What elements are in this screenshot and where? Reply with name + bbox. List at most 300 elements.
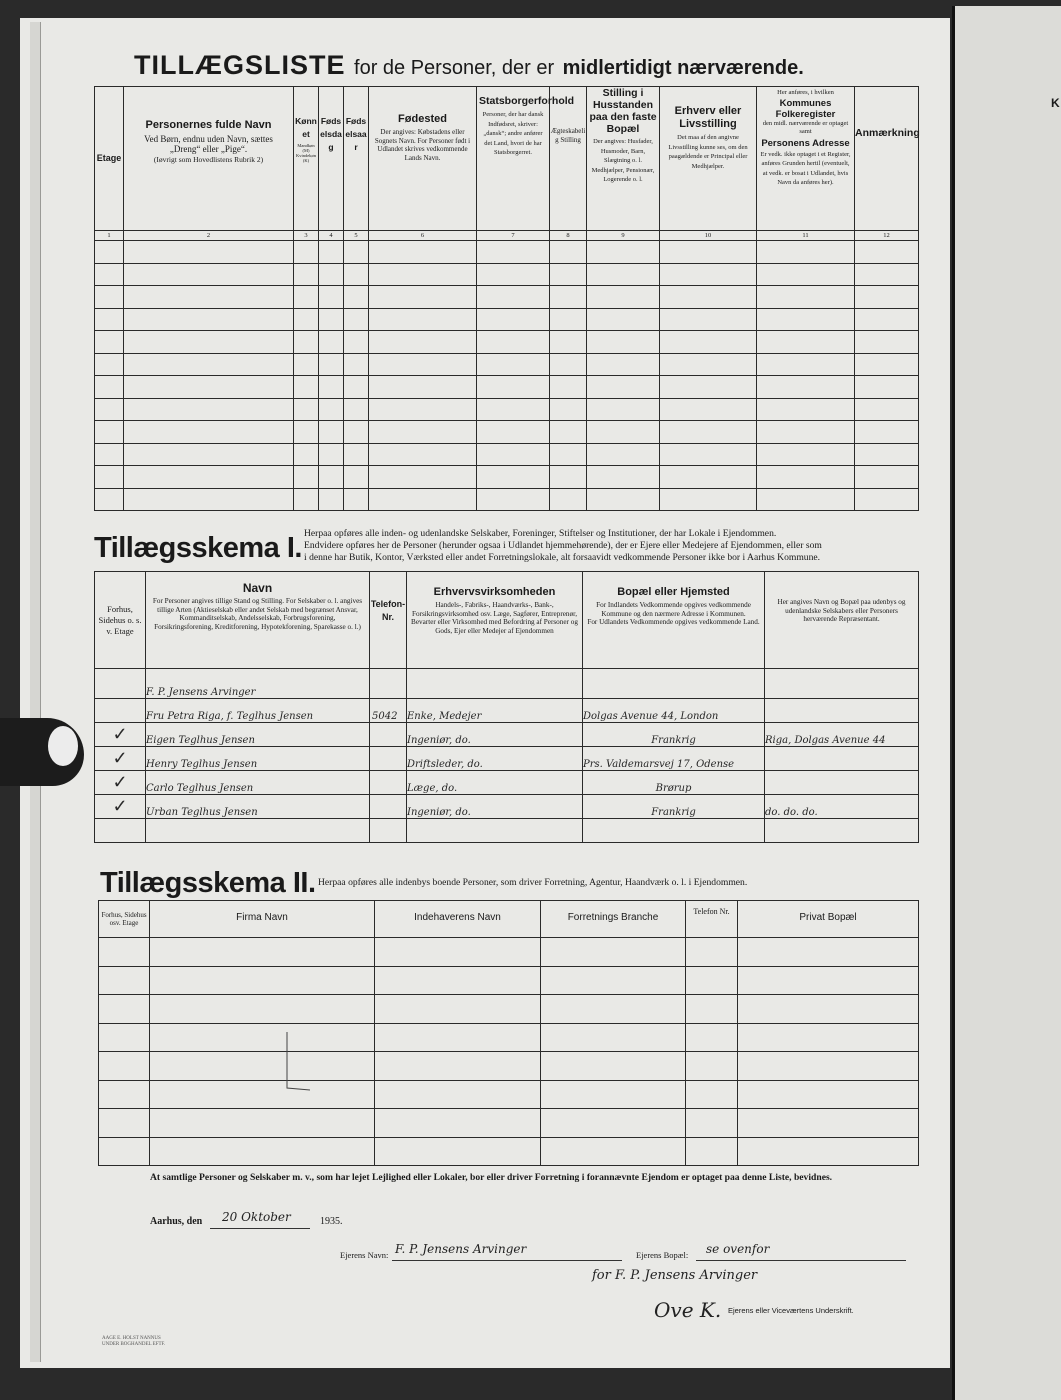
main-list-cell	[369, 421, 477, 444]
skema2-col-firma: Firma Navn	[236, 912, 288, 923]
skema2-row	[99, 1137, 919, 1166]
skema1-cell-erhverv	[407, 819, 583, 843]
skema1-col-erhverv: Erhvervsvirksomheden	[433, 586, 556, 598]
main-list-cell	[344, 398, 369, 421]
skema2-col-telefon: Telefon Nr.	[693, 907, 730, 916]
col-konnet: Kønnet	[295, 116, 317, 139]
col-stilling-title: Stilling i Husstanden paa den faste Bopæl	[589, 87, 657, 135]
main-list-cell	[477, 353, 550, 376]
skema2-cell	[99, 1109, 150, 1138]
skema1-cell-navn: F. P. Jensens Arvinger	[146, 669, 370, 699]
skema1-row	[95, 723, 919, 747]
main-list-cell	[587, 398, 660, 421]
skema1-cell-bopael	[583, 819, 765, 843]
col-number: 3	[294, 231, 319, 241]
skema2-cell	[738, 1109, 919, 1138]
main-list-cell	[369, 488, 477, 511]
skema2-row	[99, 966, 919, 995]
main-list-cell	[124, 488, 294, 511]
main-list-cell	[294, 286, 319, 309]
main-list-cell	[95, 466, 124, 489]
main-list-row	[95, 263, 919, 286]
skema1-note-line1: Herpaa opføres alle inden- og udenlandske Selskaber, Foreninger, Stiftelser og Institutioner, der har Lokale i Ejendommen.	[304, 528, 777, 539]
col-kommune-title2: Personens Adresse	[761, 137, 850, 149]
main-list-cell	[124, 308, 294, 331]
skema1-cell-tlf: 5042	[370, 699, 407, 723]
main-list-cell	[660, 421, 757, 444]
skema2-cell	[150, 1023, 375, 1052]
main-list-cell	[660, 286, 757, 309]
col-kommune-note: Er vedk. ikke optaget i et Register, anføres Grunden hertil (eventuelt, at vedk. er bosat i Udlandet, hvis Navn da anføres her).	[760, 150, 851, 186]
skema1-cell-navn: Fru Petra Riga, f. Teglhus Jensen	[146, 699, 370, 723]
skema2-cell	[738, 995, 919, 1024]
main-list-cell	[369, 398, 477, 421]
skema1-row	[95, 819, 919, 843]
footer-date: 20 Oktober	[222, 1210, 291, 1224]
main-list-cell	[319, 308, 344, 331]
main-list-cell	[319, 353, 344, 376]
owner-address-label: Ejerens Bopæl:	[636, 1250, 689, 1260]
main-list-cell	[757, 421, 855, 444]
main-list-cell	[477, 398, 550, 421]
col-navn-note2: (Iøvrigt som Hovedlistens Rubrik 2)	[153, 155, 264, 164]
main-list-cell	[550, 286, 587, 309]
main-list-cell	[550, 398, 587, 421]
main-list-cell	[477, 286, 550, 309]
skema2-cell	[738, 1137, 919, 1166]
main-list-cell	[757, 466, 855, 489]
skema2-cell	[375, 938, 541, 967]
skema1-cell-repr	[765, 771, 919, 795]
skema1-cell-repr	[765, 819, 919, 843]
main-list-cell	[660, 263, 757, 286]
skema2-header-row	[99, 901, 919, 938]
signature-line2: Ove K.	[654, 1298, 722, 1322]
main-list-cell	[855, 286, 919, 309]
skema2-cell	[686, 1080, 738, 1109]
main-list-table	[94, 86, 919, 511]
col-navn-note: Ved Børn, endnu uden Navn, sættes „Dreng“ eller „Pige“.	[144, 134, 273, 154]
main-list-cell	[294, 308, 319, 331]
main-list-cell	[319, 241, 344, 264]
skema1-cell-tlf	[370, 669, 407, 699]
main-list-cell	[95, 263, 124, 286]
skema2-cell	[686, 1137, 738, 1166]
skema2-cell	[541, 966, 686, 995]
main-list-row	[95, 376, 919, 399]
skema1-cell-navn: Urban Teglhus Jensen	[146, 795, 370, 819]
main-list-cell	[660, 308, 757, 331]
skema2-cell	[686, 1023, 738, 1052]
main-list-number-row	[95, 231, 919, 241]
main-list-cell	[124, 443, 294, 466]
skema1-cell-check: ✓	[95, 795, 146, 819]
skema2-cell	[738, 1023, 919, 1052]
main-list-cell	[757, 398, 855, 421]
skema2-cell	[686, 966, 738, 995]
skema1-note-line2: Endvidere opføres her de Personer (herunder ogsaa i Udlandet hjemmehørende), der er Ejere eller Medejere af Ejendommen, eller som	[304, 540, 822, 551]
main-list-cell	[587, 443, 660, 466]
main-list-cell	[757, 308, 855, 331]
signature-label: Ejerens eller Viceværtens Underskrift.	[728, 1306, 854, 1315]
skema2-row	[99, 1023, 919, 1052]
main-list-cell	[95, 421, 124, 444]
main-list-cell	[124, 353, 294, 376]
col-number: 4	[319, 231, 344, 241]
skema2-cell	[150, 938, 375, 967]
col-number: 8	[550, 231, 587, 241]
skema1-body	[95, 669, 919, 843]
main-list-cell	[660, 466, 757, 489]
skema1-row	[95, 699, 919, 723]
main-list-cell	[550, 331, 587, 354]
skema1-col-bopael-note1: For Indlandets Vedkommende opgives vedkommende Kommune og den nærmere Adresse i Kommunen.	[596, 601, 751, 618]
skema2-cell	[541, 1080, 686, 1109]
main-list-cell	[344, 286, 369, 309]
main-list-cell	[477, 376, 550, 399]
skema1-row	[95, 771, 919, 795]
skema2-cell	[541, 1109, 686, 1138]
col-number: 10	[660, 231, 757, 241]
skema2-cell	[738, 938, 919, 967]
skema1-cell-tlf	[370, 771, 407, 795]
skema1-col-bopael-note2: For Udlandets Vedkommende opgives vedkommende Land.	[587, 618, 760, 626]
skema1-col-bopael: Bopæl eller Hjemsted	[617, 586, 730, 598]
col-stilling-note: Der angives: Husfader, Husmoder, Barn, Slægtning o. l. Medhjælper, Pensionær, Logerende o. l.	[591, 138, 655, 183]
main-list-cell	[855, 263, 919, 286]
main-list-cell	[757, 331, 855, 354]
skema1-cell-bopael: Dolgas Avenue 44, London	[583, 699, 765, 723]
skema2-row	[99, 1080, 919, 1109]
skema1-cell-check	[95, 669, 146, 699]
holding-thumb	[0, 718, 84, 786]
skema2-cell	[541, 938, 686, 967]
main-list-cell	[369, 353, 477, 376]
main-list-cell	[587, 488, 660, 511]
skema2-cell	[150, 1137, 375, 1166]
main-list-row	[95, 398, 919, 421]
main-list-cell	[855, 488, 919, 511]
skema1-cell-check: ✓	[95, 771, 146, 795]
skema1-cell-erhverv: Ingeniør, do.	[407, 795, 583, 819]
main-list-cell	[660, 353, 757, 376]
skema1-header-row	[95, 572, 919, 669]
skema1-table	[94, 571, 919, 843]
skema2-cell	[99, 1137, 150, 1166]
main-list-row	[95, 421, 919, 444]
skema1-row	[95, 795, 919, 819]
skema2-cell	[99, 1080, 150, 1109]
main-list-cell	[124, 398, 294, 421]
col-number: 12	[855, 231, 919, 241]
main-list-cell	[477, 331, 550, 354]
main-list-cell	[550, 421, 587, 444]
main-list-row	[95, 308, 919, 331]
main-title-mid: for de Personer, der er	[354, 57, 555, 79]
main-list-cell	[587, 331, 660, 354]
skema2-cell	[150, 1052, 375, 1081]
col-aegte: Ægteskabelig Stilling	[550, 127, 586, 144]
main-list-cell	[95, 331, 124, 354]
skema2-row	[99, 1109, 919, 1138]
col-number: 9	[587, 231, 660, 241]
skema1-cell-repr	[765, 699, 919, 723]
signature-line1: for F. P. Jensens Arvinger	[592, 1268, 758, 1283]
skema1-cell-erhverv: Driftsleder, do.	[407, 747, 583, 771]
skema2-cell	[541, 1052, 686, 1081]
col-number: 5	[344, 231, 369, 241]
main-list-cell	[550, 353, 587, 376]
skema1-cell-erhverv: Læge, do.	[407, 771, 583, 795]
col-kommune-mid: den midl. nærværende er optaget samt	[762, 119, 849, 135]
main-list-cell	[757, 488, 855, 511]
main-list-cell	[124, 263, 294, 286]
main-list-cell	[344, 241, 369, 264]
main-list-cell	[757, 241, 855, 264]
skema2-cell	[686, 995, 738, 1024]
skema1-cell-tlf	[370, 747, 407, 771]
main-list-row	[95, 241, 919, 264]
skema2-col-indehaver: Indehaverens Navn	[414, 912, 501, 923]
main-list-cell	[660, 398, 757, 421]
main-list-cell	[587, 376, 660, 399]
main-list-cell	[294, 241, 319, 264]
main-list-header-row	[95, 87, 919, 231]
skema1-cell-repr: do. do. do.	[765, 795, 919, 819]
main-list-cell	[124, 241, 294, 264]
skema1-col-navn: Navn	[242, 581, 273, 595]
main-list-cell	[587, 308, 660, 331]
skema1-note	[304, 528, 822, 564]
main-list-cell	[550, 263, 587, 286]
main-list-cell	[95, 443, 124, 466]
col-number: 1	[95, 231, 124, 241]
main-list-cell	[294, 466, 319, 489]
main-list-cell	[319, 376, 344, 399]
main-list-cell	[369, 466, 477, 489]
skema2-cell	[99, 938, 150, 967]
skema1-cell-check: ✓	[95, 747, 146, 771]
main-list-cell	[587, 241, 660, 264]
skema2-cell	[150, 1080, 375, 1109]
skema1-cell-repr: Riga, Dolgas Avenue 44	[765, 723, 919, 747]
main-list-cell	[95, 488, 124, 511]
main-list-cell	[587, 466, 660, 489]
main-list-row	[95, 443, 919, 466]
skema2-cell	[99, 1023, 150, 1052]
adjacent-page	[952, 6, 1061, 1400]
skema1-title: Tillægsskema I.	[94, 532, 302, 564]
main-list-cell	[855, 466, 919, 489]
main-list-row	[95, 286, 919, 309]
main-list-cell	[477, 241, 550, 264]
main-list-cell	[477, 308, 550, 331]
skema1-cell-bopael: Brørup	[583, 771, 765, 795]
main-title-left: TILLÆGSLISTE	[134, 50, 346, 80]
main-list-cell	[294, 353, 319, 376]
skema2-col-branche: Forretnings Branche	[567, 912, 659, 923]
col-navn-title: Personernes fulde Navn	[145, 119, 272, 131]
skema1-note-line3: i denne har Butik, Kontor, Værksted eller andet Forretningslokale, alt forsaavidt vedkommende Personer ikke bor i Aarhus Kommune.	[304, 552, 821, 563]
main-list-cell	[757, 443, 855, 466]
skema2-cell	[99, 1052, 150, 1081]
skema2-cell	[375, 1023, 541, 1052]
main-list-cell	[95, 376, 124, 399]
adjacent-page-letter: K	[1051, 96, 1060, 110]
skema1-cell-tlf	[370, 795, 407, 819]
owner-name-label: Ejerens Navn:	[340, 1250, 389, 1260]
main-list-cell	[344, 421, 369, 444]
skema1-cell-navn: Henry Teglhus Jensen	[146, 747, 370, 771]
main-list-cell	[319, 421, 344, 444]
col-stats-note: Personer, der har dansk Indfødsret, skriver: „dansk“; andre anfører det Land, hvori de har Statsborgerret.	[482, 111, 544, 156]
main-list-cell	[660, 443, 757, 466]
main-list-cell	[855, 443, 919, 466]
main-list-cell	[294, 488, 319, 511]
main-list-cell	[855, 421, 919, 444]
skema2-cell	[99, 966, 150, 995]
col-fodested-note: Der angives: Købstadens eller Sognets Navn. For Personer født i Udlandet skrives vedkommende Lands Navn.	[374, 128, 471, 162]
main-list-cell	[550, 308, 587, 331]
footer-year: 1935.	[320, 1216, 343, 1227]
thumb-nail	[48, 726, 78, 766]
col-number: 6	[369, 231, 477, 241]
main-list-cell	[319, 466, 344, 489]
main-list-cell	[344, 443, 369, 466]
skema1-cell-navn	[146, 819, 370, 843]
skema2-cell	[738, 1080, 919, 1109]
main-list-cell	[319, 286, 344, 309]
main-list-row	[95, 353, 919, 376]
main-list-cell	[344, 466, 369, 489]
skema1-row	[95, 669, 919, 699]
main-list-cell	[369, 376, 477, 399]
col-konnet-note: Mandkøn (M) Kvindekøn (K)	[296, 143, 316, 163]
skema2-table	[98, 900, 919, 1166]
skema1-col-repr: Her angives Navn og Bopæl paa udenbys og udenlandske Selskabers eller Personers herværende Repræsentant.	[777, 598, 906, 623]
main-list-cell	[344, 308, 369, 331]
skema2-cell	[375, 966, 541, 995]
main-list-cell	[855, 308, 919, 331]
skema2-cell	[150, 966, 375, 995]
page-stack-edge	[30, 22, 41, 1362]
skema2-cell	[375, 1109, 541, 1138]
skema1-col-telefon: Telefon-Nr.	[370, 599, 406, 622]
skema2-cell	[541, 995, 686, 1024]
main-list-cell	[344, 376, 369, 399]
main-list-cell	[319, 398, 344, 421]
skema1-row	[95, 747, 919, 771]
main-list-cell	[369, 443, 477, 466]
col-number: 7	[477, 231, 550, 241]
skema1-cell-bopael: Prs. Valdemarsvej 17, Odense	[583, 747, 765, 771]
main-list-cell	[477, 421, 550, 444]
skema1-col-erhverv-note: Handels-, Fabriks-, Haandværks-, Bank-, Forsikringsvirksomhed osv. Læge, Sagfører, Entreprenør, Bevarter eller Virksomhed med Befordring af Personer og Gods, Ejer eller Medejer af Ejendommen	[411, 601, 578, 635]
main-list-cell	[855, 353, 919, 376]
main-list-cell	[95, 308, 124, 331]
main-list-cell	[369, 263, 477, 286]
skema1-cell-tlf	[370, 723, 407, 747]
main-list-cell	[550, 488, 587, 511]
main-list-cell	[294, 331, 319, 354]
skema2-title: Tillægsskema II.	[100, 867, 316, 899]
main-list-cell	[550, 241, 587, 264]
skema2-cell	[541, 1137, 686, 1166]
main-list-cell	[95, 286, 124, 309]
main-list-cell	[369, 331, 477, 354]
owner-address-line	[696, 1260, 906, 1261]
skema1-cell-bopael: Frankrig	[583, 795, 765, 819]
col-anmaerkning: Anmærkning	[855, 127, 920, 139]
main-list-cell	[124, 376, 294, 399]
skema1-cell-check	[95, 699, 146, 723]
footer-place: Aarhus, den	[150, 1216, 203, 1227]
skema2-row	[99, 995, 919, 1024]
skema2-cell	[686, 938, 738, 967]
main-list-cell	[660, 376, 757, 399]
date-line	[210, 1228, 310, 1229]
skema2-row	[99, 938, 919, 967]
main-list-cell	[369, 286, 477, 309]
skema2-cell	[686, 1109, 738, 1138]
main-list-cell	[95, 398, 124, 421]
main-list-cell	[550, 443, 587, 466]
main-list-cell	[344, 353, 369, 376]
main-list-cell	[757, 263, 855, 286]
skema2-cell	[150, 995, 375, 1024]
main-list-cell	[757, 286, 855, 309]
main-list-cell	[369, 241, 477, 264]
main-list-cell	[757, 353, 855, 376]
skema1-col-forhus: Forhus, Sidehus o. s. v. Etage	[95, 572, 146, 669]
main-list-cell	[855, 376, 919, 399]
skema1-cell-check	[95, 819, 146, 843]
main-list-cell	[124, 466, 294, 489]
main-list-body	[95, 241, 919, 511]
skema2-body	[99, 938, 919, 1166]
col-erhverv-note: Det maa af den angivne Livsstilling kunne ses, om den paagældende er Principal eller Medhjælper.	[668, 134, 748, 170]
main-list-cell	[344, 263, 369, 286]
main-list-row	[95, 331, 919, 354]
main-list-cell	[319, 263, 344, 286]
skema1-cell-erhverv	[407, 669, 583, 699]
owner-name-line	[392, 1260, 622, 1261]
skema2-cell	[541, 1023, 686, 1052]
skema1-cell-tlf	[370, 819, 407, 843]
main-list-cell	[477, 488, 550, 511]
main-list-cell	[344, 488, 369, 511]
main-list-cell	[95, 241, 124, 264]
main-list-cell	[855, 241, 919, 264]
main-list-cell	[344, 331, 369, 354]
main-list-cell	[124, 421, 294, 444]
col-stats-title: Statsborgerforhold	[479, 95, 575, 107]
skema1-cell-repr	[765, 669, 919, 699]
owner-name: F. P. Jensens Arvinger	[395, 1242, 527, 1256]
skema2-cell	[375, 1137, 541, 1166]
skema2-cell	[150, 1109, 375, 1138]
main-list-cell	[587, 353, 660, 376]
skema2-cell	[375, 1052, 541, 1081]
main-list-cell	[477, 466, 550, 489]
main-list-row	[95, 466, 919, 489]
skema1-cell-bopael	[583, 669, 765, 699]
main-list-cell	[855, 331, 919, 354]
main-list-cell	[660, 331, 757, 354]
main-list-cell	[294, 376, 319, 399]
main-list-cell	[855, 398, 919, 421]
main-list-cell	[319, 443, 344, 466]
